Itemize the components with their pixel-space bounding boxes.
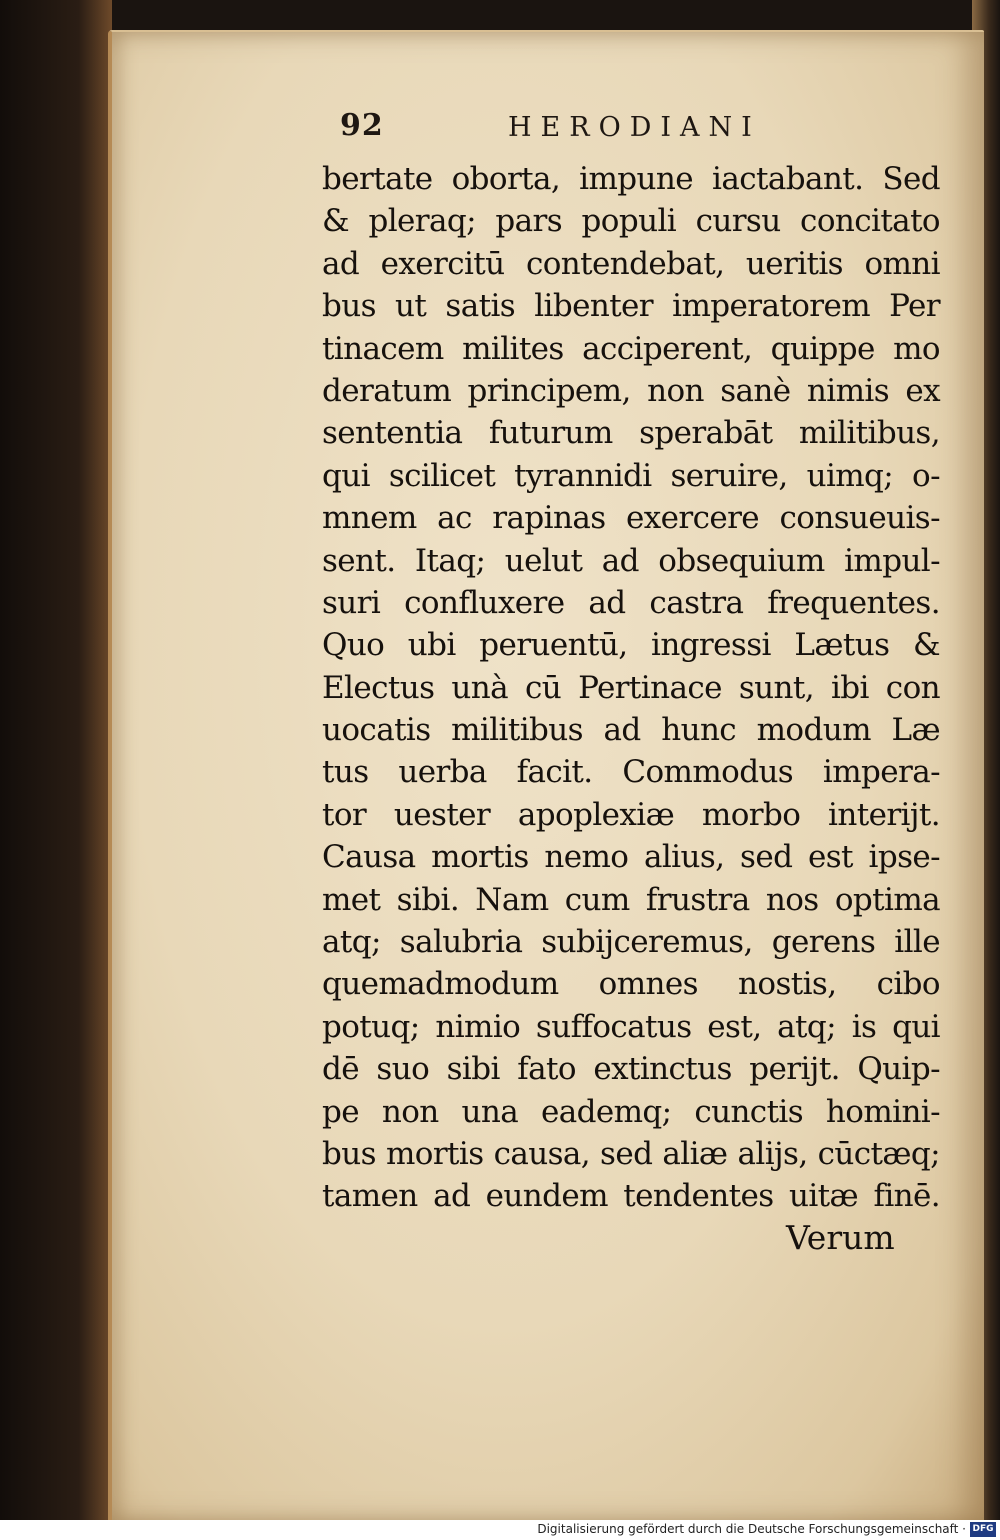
text-line: qui scilicet tyrannidi seruire, uimq; o- [322, 457, 940, 494]
text-line: Quo ubi peruentū, ingressi Lætus & [322, 627, 940, 664]
running-head: HERODIANI [508, 112, 761, 143]
text-line: dē suo sibi fato extinctus perijt. Quip- [322, 1051, 940, 1088]
funding-credit: Digitalisierung gefördert durch die Deutsche Forschungsgemeinschaft · [537, 1522, 966, 1536]
text-line: atq; salubria subijceremus, gerens ille [322, 924, 940, 961]
text-line: mnem ac rapinas exercere consueuis- [322, 500, 940, 537]
text-line: bertate oborta, impune iactabant. Sed [322, 161, 940, 197]
text-line: potuq; nimio suffocatus est, atq; is qui [322, 1008, 940, 1045]
text-line: & pleraq; pars populi cursu concitato [322, 203, 940, 240]
text-line: met sibi. Nam cum frustra nos optima [322, 881, 940, 918]
body-text [322, 158, 940, 1218]
text-line: tinacem milites acciperent, quippe mo [322, 330, 940, 367]
book-cover-left-edge [0, 0, 112, 1520]
text-line: tus uerba facit. Commodus impera- [322, 754, 940, 791]
text-line: quemadmodum omnes nostis, cibo [322, 966, 940, 1003]
text-line: bus ut satis libenter imperatorem Per [322, 288, 940, 325]
text-line: bus mortis causa, sed aliæ alijs, cūctæq; [322, 1135, 940, 1172]
page-header [228, 108, 828, 152]
text-line: deratum principem, non sanè nimis ex [322, 372, 940, 409]
dfg-logo-icon: DFG [970, 1522, 996, 1537]
text-line: sent. Itaq; uelut ad obsequium impul- [322, 542, 940, 579]
catchword: Verum [786, 1218, 895, 1257]
text-line: sententia futurum sperabāt militibus, [322, 415, 940, 452]
text-line: Electus unà cū Pertinace sunt, ibi con [322, 669, 940, 706]
page-number: 92 [340, 108, 384, 143]
text-line: ad exercitū contendebat, ueritis omni [322, 245, 940, 282]
text-line: tor uester apoplexiæ morbo interijt. [322, 796, 940, 833]
digitization-footer [0, 1520, 1000, 1540]
text-line: Causa mortis nemo alius, sed est ipse- [322, 839, 940, 876]
text-line: pe non una eademq; cunctis homini- [322, 1093, 940, 1130]
text-line: uocatis militibus ad hunc modum Læ [322, 712, 940, 749]
text-line: tamen ad eundem tendentes uitæ finē. [322, 1178, 940, 1215]
text-line: suri confluxere ad castra frequentes. [322, 584, 940, 621]
